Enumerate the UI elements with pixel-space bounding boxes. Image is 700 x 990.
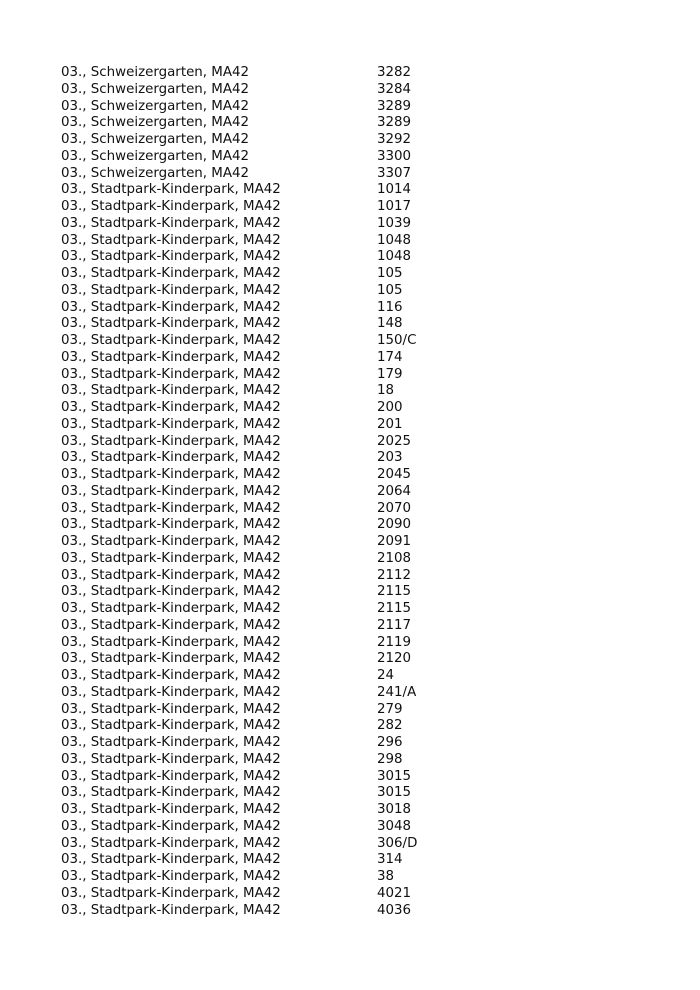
- list-item: [61, 266, 661, 283]
- location-text: 03., Stadtpark-Kinderpark, MA42: [61, 316, 281, 332]
- item-number: 2091: [377, 534, 412, 549]
- location-text: 03., Stadtpark-Kinderpark, MA42: [61, 751, 281, 767]
- list-item: [61, 685, 661, 702]
- location-text: 03., Stadtpark-Kinderpark, MA42: [61, 785, 281, 801]
- location-text: 03., Stadtpark-Kinderpark, MA42: [61, 333, 281, 348]
- location-text: 03., Stadtpark-Kinderpark, MA42: [61, 199, 281, 214]
- location-text: 03., Stadtpark-Kinderpark, MA42: [61, 215, 281, 231]
- item-number: 105: [377, 282, 403, 298]
- item-number: 279: [377, 701, 403, 717]
- list-item: [61, 618, 661, 635]
- list-item: [61, 601, 661, 618]
- list-item: [61, 836, 661, 853]
- item-number: 4021: [377, 885, 412, 901]
- item-number: 282: [377, 718, 403, 734]
- location-text: 03., Stadtpark-Kinderpark, MA42: [61, 182, 281, 198]
- location-text: 03., Stadtpark-Kinderpark, MA42: [61, 299, 281, 315]
- location-text: 03., Schweizergarten, MA42: [61, 81, 250, 97]
- list-item: [61, 467, 661, 484]
- list-item: [61, 182, 661, 199]
- location-text: 03., Stadtpark-Kinderpark, MA42: [61, 601, 281, 616]
- location-text: 03., Stadtpark-Kinderpark, MA42: [61, 885, 281, 901]
- list-item: [61, 651, 661, 668]
- list-item: [61, 450, 661, 467]
- location-text: 03., Stadtpark-Kinderpark, MA42: [61, 450, 281, 466]
- item-number: 200: [377, 400, 403, 415]
- list-item: [61, 115, 661, 132]
- item-number: 2119: [377, 634, 412, 650]
- location-text: 03., Stadtpark-Kinderpark, MA42: [61, 852, 281, 868]
- list-item: [61, 99, 661, 116]
- item-number: 4036: [377, 902, 412, 918]
- list-item: [61, 300, 661, 317]
- list-item: [61, 785, 661, 802]
- item-number: 150/C: [377, 333, 417, 348]
- item-number: 1048: [377, 232, 412, 248]
- item-number: 1014: [377, 182, 412, 198]
- list-item: [61, 367, 661, 384]
- item-number: 2112: [377, 567, 412, 583]
- list-item: [61, 166, 661, 183]
- location-text: 03., Stadtpark-Kinderpark, MA42: [61, 383, 281, 399]
- item-number: 2090: [377, 517, 412, 533]
- location-text: 03., Stadtpark-Kinderpark, MA42: [61, 567, 281, 583]
- list-item: [61, 82, 661, 99]
- item-number: 2070: [377, 500, 412, 516]
- location-text: 03., Stadtpark-Kinderpark, MA42: [61, 249, 281, 265]
- list-item: [61, 199, 661, 216]
- list-item: [61, 216, 661, 233]
- item-number: 3282: [377, 65, 412, 80]
- location-text: 03., Stadtpark-Kinderpark, MA42: [61, 818, 281, 834]
- location-text: 03., Stadtpark-Kinderpark, MA42: [61, 718, 281, 734]
- location-text: 03., Stadtpark-Kinderpark, MA42: [61, 534, 281, 549]
- location-text: 03., Stadtpark-Kinderpark, MA42: [61, 232, 281, 248]
- record-list: [61, 65, 661, 919]
- location-text: 03., Schweizergarten, MA42: [61, 132, 250, 147]
- item-number: 3300: [377, 148, 412, 164]
- item-number: 148: [377, 316, 403, 332]
- list-item: [61, 316, 661, 333]
- location-text: 03., Stadtpark-Kinderpark, MA42: [61, 802, 281, 817]
- item-number: 38: [377, 869, 395, 884]
- list-item: [61, 702, 661, 719]
- location-text: 03., Stadtpark-Kinderpark, MA42: [61, 701, 281, 717]
- item-number: 203: [377, 450, 403, 466]
- list-item: [61, 350, 661, 367]
- location-text: 03., Stadtpark-Kinderpark, MA42: [61, 634, 281, 650]
- list-item: [61, 886, 661, 903]
- location-text: 03., Stadtpark-Kinderpark, MA42: [61, 483, 281, 499]
- list-item: [61, 501, 661, 518]
- item-number: 18: [377, 383, 395, 399]
- item-number: 2115: [377, 601, 412, 616]
- location-text: 03., Schweizergarten, MA42: [61, 98, 250, 114]
- item-number: 2025: [377, 433, 412, 449]
- location-text: 03., Stadtpark-Kinderpark, MA42: [61, 366, 281, 382]
- list-item: [61, 819, 661, 836]
- location-text: 03., Stadtpark-Kinderpark, MA42: [61, 584, 281, 600]
- list-item: [61, 752, 661, 769]
- list-item: [61, 584, 661, 601]
- list-item: [61, 283, 661, 300]
- location-text: 03., Stadtpark-Kinderpark, MA42: [61, 651, 281, 667]
- item-number: 3289: [377, 115, 412, 131]
- location-text: 03., Stadtpark-Kinderpark, MA42: [61, 433, 281, 449]
- location-text: 03., Stadtpark-Kinderpark, MA42: [61, 266, 281, 281]
- list-item: [61, 903, 661, 920]
- location-text: 03., Stadtpark-Kinderpark, MA42: [61, 349, 281, 365]
- location-text: 03., Stadtpark-Kinderpark, MA42: [61, 517, 281, 533]
- list-item: [61, 635, 661, 652]
- list-item: [61, 417, 661, 434]
- item-number: 1048: [377, 249, 412, 265]
- location-text: 03., Stadtpark-Kinderpark, MA42: [61, 282, 281, 298]
- item-number: 3284: [377, 81, 412, 97]
- list-item: [61, 149, 661, 166]
- list-item: [61, 249, 661, 266]
- list-item: [61, 802, 661, 819]
- list-item: [61, 333, 661, 350]
- item-number: 3018: [377, 802, 412, 817]
- item-number: 2045: [377, 467, 412, 482]
- item-number: 3048: [377, 818, 412, 834]
- item-number: 3015: [377, 785, 412, 801]
- location-text: 03., Stadtpark-Kinderpark, MA42: [61, 684, 281, 700]
- item-number: 3015: [377, 768, 412, 784]
- list-item: [61, 484, 661, 501]
- item-number: 2117: [377, 617, 412, 633]
- list-item: [61, 735, 661, 752]
- item-number: 179: [377, 366, 403, 382]
- location-text: 03., Stadtpark-Kinderpark, MA42: [61, 668, 281, 683]
- item-number: 2064: [377, 483, 412, 499]
- list-item: [61, 668, 661, 685]
- item-number: 105: [377, 266, 403, 281]
- location-text: 03., Schweizergarten, MA42: [61, 65, 250, 80]
- location-text: 03., Stadtpark-Kinderpark, MA42: [61, 500, 281, 516]
- location-text: 03., Schweizergarten, MA42: [61, 115, 250, 131]
- list-item: [61, 400, 661, 417]
- list-item: [61, 534, 661, 551]
- list-item: [61, 869, 661, 886]
- list-item: [61, 769, 661, 786]
- item-number: 24: [377, 668, 395, 683]
- list-item: [61, 383, 661, 400]
- location-text: 03., Stadtpark-Kinderpark, MA42: [61, 550, 281, 566]
- location-text: 03., Stadtpark-Kinderpark, MA42: [61, 768, 281, 784]
- item-number: 3307: [377, 165, 412, 181]
- location-text: 03., Stadtpark-Kinderpark, MA42: [61, 400, 281, 415]
- list-item: [61, 517, 661, 534]
- item-number: 2108: [377, 550, 412, 566]
- item-number: 314: [377, 852, 403, 868]
- list-item: [61, 132, 661, 149]
- location-text: 03., Stadtpark-Kinderpark, MA42: [61, 416, 281, 432]
- item-number: 1039: [377, 215, 412, 231]
- list-item: [61, 568, 661, 585]
- list-item: [61, 65, 661, 82]
- list-item: [61, 852, 661, 869]
- location-text: 03., Stadtpark-Kinderpark, MA42: [61, 835, 281, 851]
- item-number: 3289: [377, 98, 412, 114]
- item-number: 174: [377, 349, 403, 365]
- item-number: 3292: [377, 132, 412, 147]
- list-item: [61, 233, 661, 250]
- item-number: 116: [377, 299, 403, 315]
- item-number: 306/D: [377, 835, 418, 851]
- location-text: 03., Stadtpark-Kinderpark, MA42: [61, 617, 281, 633]
- location-text: 03., Schweizergarten, MA42: [61, 148, 250, 164]
- location-text: 03., Stadtpark-Kinderpark, MA42: [61, 467, 281, 482]
- item-number: 241/A: [377, 684, 417, 700]
- list-item: [61, 551, 661, 568]
- item-number: 2115: [377, 584, 412, 600]
- location-text: 03., Stadtpark-Kinderpark, MA42: [61, 735, 281, 750]
- list-item: [61, 718, 661, 735]
- item-number: 298: [377, 751, 403, 767]
- item-number: 201: [377, 416, 403, 432]
- item-number: 296: [377, 735, 403, 750]
- item-number: 1017: [377, 199, 412, 214]
- list-item: [61, 434, 661, 451]
- location-text: 03., Stadtpark-Kinderpark, MA42: [61, 902, 281, 918]
- location-text: 03., Schweizergarten, MA42: [61, 165, 250, 181]
- item-number: 2120: [377, 651, 412, 667]
- location-text: 03., Stadtpark-Kinderpark, MA42: [61, 869, 281, 884]
